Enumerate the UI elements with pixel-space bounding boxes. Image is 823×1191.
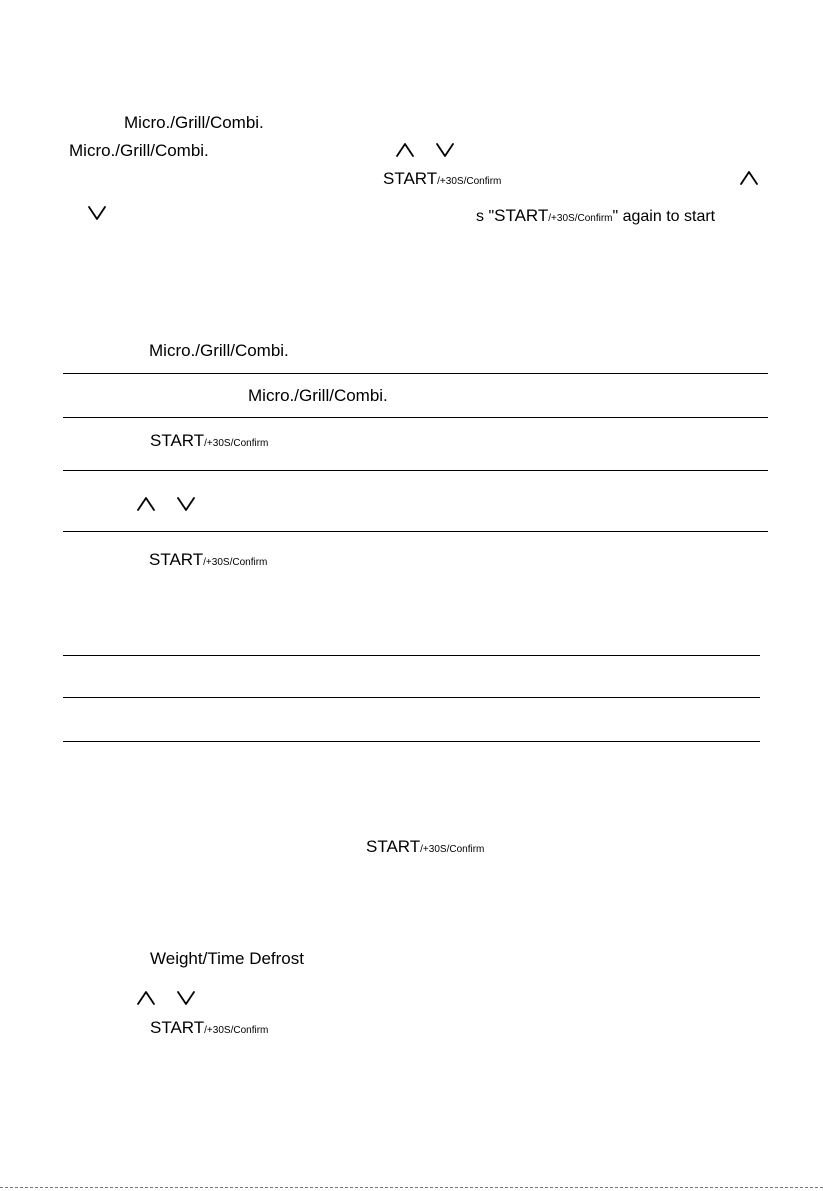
table-rule bbox=[63, 373, 768, 374]
start-key: START/+30S/Confirm bbox=[366, 837, 485, 856]
caret-up-icon bbox=[740, 171, 758, 185]
start-key: START/+30S/Confirm bbox=[383, 169, 502, 188]
caret-down-icon bbox=[88, 206, 106, 220]
caret-down-icon bbox=[177, 497, 195, 511]
start-key: START/+30S/Confirm bbox=[150, 1018, 269, 1037]
micro-grill-combi-key: Micro./Grill/Combi. bbox=[248, 386, 388, 405]
caret-up-icon bbox=[137, 991, 155, 1005]
caret-up-icon bbox=[137, 497, 155, 511]
table-rule bbox=[63, 531, 768, 532]
micro-grill-combi-key: Micro./Grill/Combi. bbox=[124, 113, 264, 132]
table-rule bbox=[63, 655, 760, 656]
start-key: START/+30S/Confirm bbox=[149, 550, 268, 569]
start-key: START/+30S/Confirm bbox=[150, 431, 269, 450]
table-rule bbox=[63, 470, 768, 471]
table-rule bbox=[63, 741, 760, 742]
press-start-again-text: s "START/+30S/Confirm" again to start bbox=[476, 206, 716, 225]
caret-up-icon bbox=[396, 143, 414, 157]
weight-time-defrost-key: Weight/Time Defrost bbox=[150, 949, 304, 968]
caret-down-icon bbox=[436, 143, 454, 157]
micro-grill-combi-key: Micro./Grill/Combi. bbox=[149, 341, 289, 360]
page-edge-line bbox=[0, 1187, 823, 1188]
table-rule bbox=[63, 417, 768, 418]
table-rule bbox=[63, 697, 760, 698]
micro-grill-combi-key: Micro./Grill/Combi. bbox=[69, 141, 209, 160]
caret-down-icon bbox=[177, 991, 195, 1005]
